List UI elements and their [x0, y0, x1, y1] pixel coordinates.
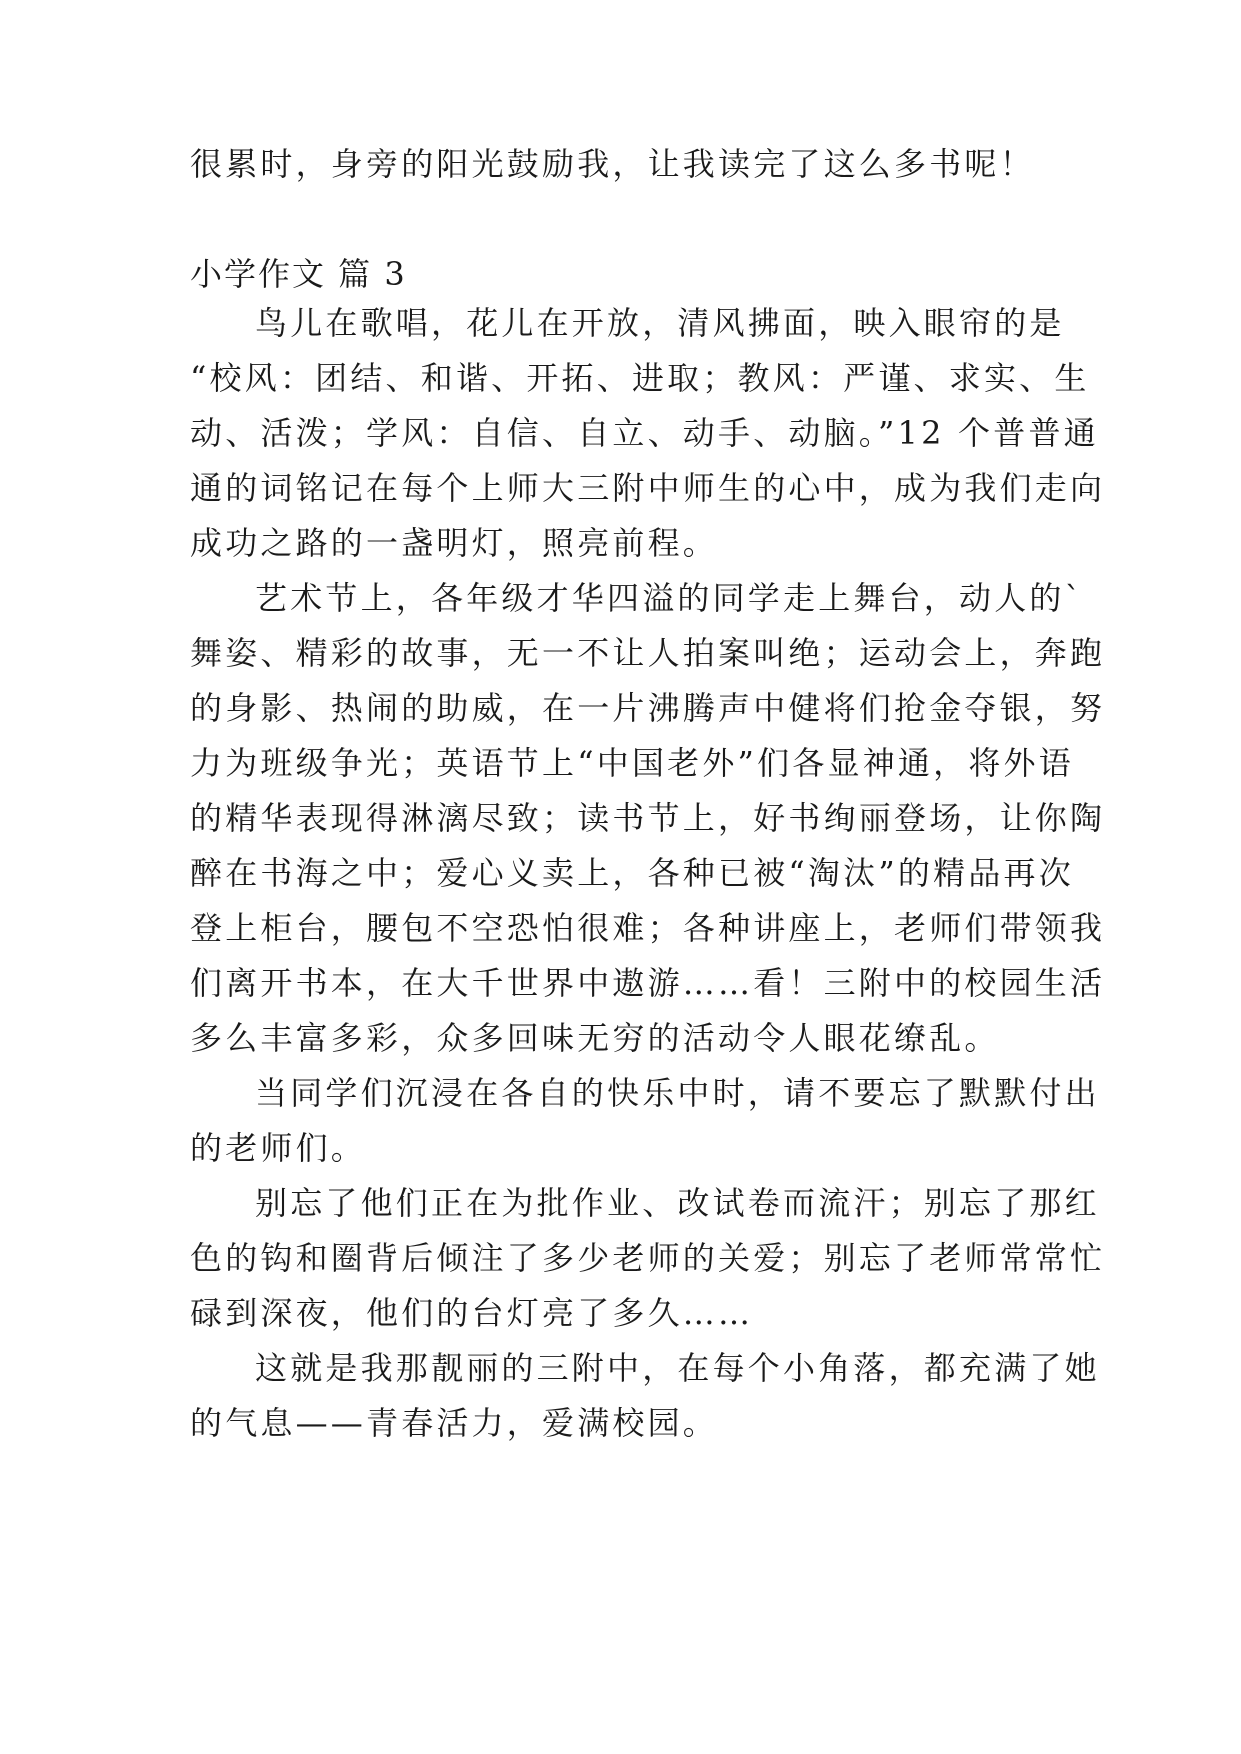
text-line: 色的钩和圈背后倾注了多少老师的关爱；别忘了老师常常忙	[190, 1239, 1106, 1277]
text-line: 别忘了他们正在为批作业、改试卷而流汗；别忘了那红	[255, 1184, 1100, 1222]
text-line: 的精华表现得淋漓尽致；读书节上，好书绚丽登场，让你陶	[190, 799, 1106, 837]
text-line: 通的词铭记在每个上师大三附中师生的心中，成为我们走向	[190, 469, 1106, 507]
text-line: 这就是我那靓丽的三附中，在每个小角落，都充满了她	[255, 1349, 1100, 1387]
text-line: 舞姿、精彩的故事，无一不让人拍案叫绝；运动会上，奔跑	[190, 634, 1106, 672]
text-line: 登上柜台，腰包不空恐怕很难；各种讲座上，老师们带领我	[190, 909, 1106, 947]
text-line: 们离开书本，在大千世界中遨游……看！三附中的校园生活	[190, 964, 1106, 1002]
text-line: 鸟儿在歌唱，花儿在开放，清风拂面，映入眼帘的是	[255, 304, 1065, 342]
text-line: 的气息——青春活力，爱满校园。	[190, 1404, 719, 1442]
text-line: 力为班级争光；英语节上“中国老外”们各显神通，将外语	[190, 744, 1074, 782]
text-line: 碌到深夜，他们的台灯亮了多久……	[190, 1294, 754, 1332]
text-line: 醉在书海之中；爱心义卖上，各种已被“淘汰”的精品再次	[190, 854, 1074, 892]
text-line: 很累时，身旁的阳光鼓励我，让我读完了这么多书呢！	[190, 145, 1035, 183]
text-line: 艺术节上，各年级才华四溢的同学走上舞台，动人的`	[255, 579, 1084, 617]
text-line: “校风：团结、和谐、开拓、进取；教风：严谨、求实、生	[190, 359, 1090, 397]
text-line: 动、活泼；学风：自信、自立、动手、动脑。”12 个普普通	[190, 414, 1099, 452]
text-line: 当同学们沉浸在各自的快乐中时，请不要忘了默默付出	[255, 1074, 1100, 1112]
section-title: 小学作文 篇 3	[190, 255, 407, 293]
text-line: 的身影、热闹的助威，在一片沸腾声中健将们抢金夺银，努	[190, 689, 1106, 727]
text-line: 多么丰富多彩，众多回味无穷的活动令人眼花缭乱。	[190, 1019, 1000, 1057]
text-line: 成功之路的一盏明灯，照亮前程。	[190, 524, 719, 562]
text-line: 的老师们。	[190, 1129, 367, 1167]
